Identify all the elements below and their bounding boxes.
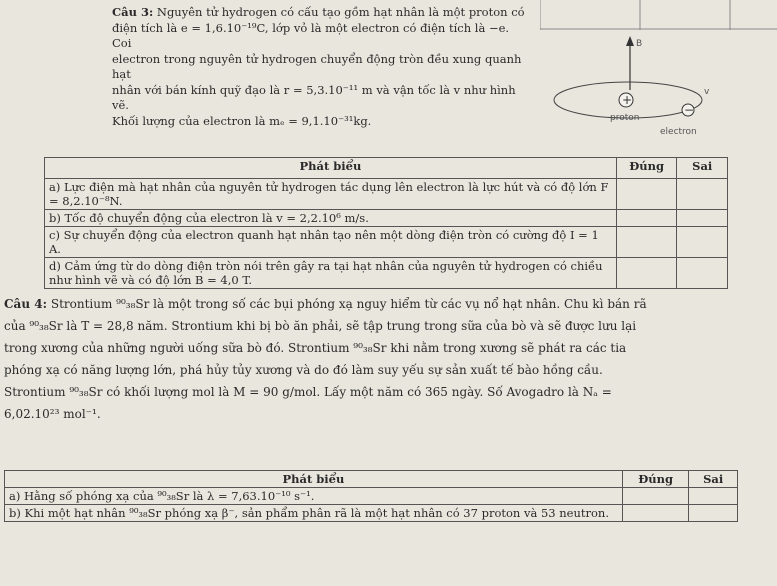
header-false: Sai [689,471,738,488]
q4-line-1: Strontium ⁹⁰₃₈Sr là một trong số các bụi phóng xạ nguy hiểm từ các vụ nổ hạt nhân. Chu kì bán rã [50,297,647,311]
table-header-row [45,158,728,179]
header-false: Sai [677,158,728,179]
false-cell-a[interactable] [677,179,728,210]
question-3-table [44,157,728,289]
statement-d: d) Cảm ứng từ do dòng điện tròn nói trên gây ra tại hạt nhân của nguyên tử hydrogen có chiều như hình vẽ và có độ lớn B = 4,0 T. [45,258,617,289]
q3-line-1: Nguyên tử hydrogen có cấu tạo gồm hạt nhân là một proton có [156,5,525,19]
field-label: B [636,39,643,49]
true-cell-b[interactable] [622,505,689,522]
q3-line-2: điện tích là e = 1,6.10⁻¹⁹C, lớp vỏ là một electron có điện tích là −e. Coi [112,20,510,50]
false-cell-a[interactable] [689,488,738,505]
header-true: Đúng [622,471,689,488]
true-cell-b[interactable] [616,210,677,227]
false-cell-b[interactable] [677,210,728,227]
table-row [45,227,728,258]
q3-line-4: nhân với bán kính quỹ đạo là r = 5,3.10⁻¹¹ m và vận tốc là v như hình vẽ. [112,82,516,112]
table-row [5,505,738,522]
statement-b: b) Tốc độ chuyển động của electron là v = 2,2.10⁶ m/s. [45,210,617,227]
question-4-title: Câu 4: [4,297,48,311]
statement-a: a) Lực điện mà hạt nhân của nguyên tử hydrogen tác dụng lên electron là lực hút và có độ lớn F = 8,2.10⁻⁸N. [45,179,617,210]
question-3-text [112,5,532,129]
statement-b: b) Khi một hạt nhân ⁹⁰₃₈Sr phóng xạ β⁻, sản phẩm phân rã là một hạt nhân có 37 proton và 53 neutron. [5,505,623,522]
true-cell-d[interactable] [616,258,677,289]
true-cell-a[interactable] [616,179,677,210]
true-cell-c[interactable] [616,227,677,258]
electron-label: electron [660,127,697,137]
table-header-row [5,471,738,488]
header-statement: Phát biểu [5,471,623,488]
table-row [5,488,738,505]
field-arrowhead [626,36,634,46]
header-statement: Phát biểu [45,158,617,179]
proton-label: proton [610,113,640,123]
q4-line-2: của ⁹⁰₃₈Sr là T = 28,8 năm. Strontium khi bị bò ăn phải, sẽ tập trung trong sữa của bò và sẽ được lưu lại [4,319,637,333]
statement-c: c) Sự chuyển động của electron quanh hạt nhân tạo nên một dòng điện tròn có cường độ I = 1 A. [45,227,617,258]
q3-line-5: Khối lượng của electron là mₑ = 9,1.10⁻³¹kg. [112,113,372,128]
plus-icon: + [622,93,633,107]
q3-line-3: electron trong nguyên tử hydrogen chuyển động tròn đều xung quanh hạt [112,51,522,81]
false-cell-d[interactable] [677,258,728,289]
true-cell-a[interactable] [622,488,689,505]
question-4-text [4,293,764,425]
q4-line-3: trong xương của những người uống sữa bò đó. Strontium ⁹⁰₃₈Sr khi nằm trong xương sẽ phát ra các tia [4,341,627,355]
table-row [45,258,728,289]
table-row [45,210,728,227]
false-cell-b[interactable] [689,505,738,522]
statement-a: a) Hằng số phóng xạ của ⁹⁰₃₈Sr là λ = 7,63.10⁻¹⁰ s⁻¹. [5,488,623,505]
q4-line-4: phóng xạ có năng lượng lớn, phá hủy tủy xương và do đó làm suy yếu sự sản xuất tế bào hồng cầu. [4,363,603,377]
q4-line-6: 6,02.10²³ mol⁻¹. [4,407,101,421]
header-true: Đúng [616,158,677,179]
false-cell-c[interactable] [677,227,728,258]
table-row [45,179,728,210]
q4-line-5: Strontium ⁹⁰₃₈Sr có khối lượng mol là M = 90 g/mol. Lấy một năm có 365 ngày. Số Avogadro là Nₐ = [4,385,612,399]
question-4-table [4,470,738,522]
minus-icon: − [684,103,695,117]
v-label: v [704,87,710,97]
question-3-title: Câu 3: [112,5,154,19]
page-grid-decoration [540,0,777,30]
atom-orbit-figure [528,28,728,148]
